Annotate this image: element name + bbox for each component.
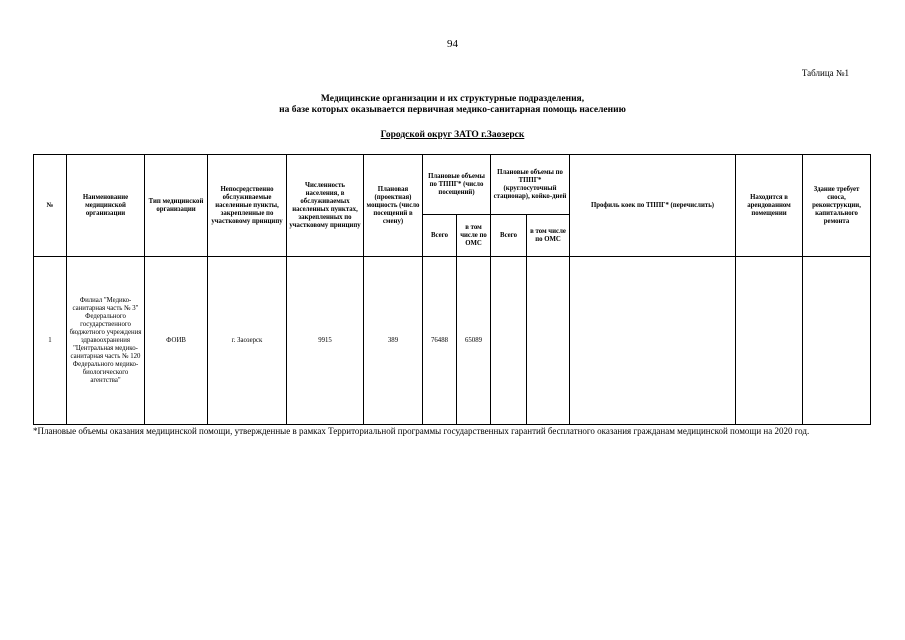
cell-org-type: ФОИВ [145,257,208,425]
cell-visits-total: 76488 [423,257,457,425]
footnote: *Плановые объемы оказания медицинской помощи, утвержденные в рамках Территориальной программы государственных гарантий бесплатного оказания гражданам медицинской помощи на 2020 год. [33,426,810,436]
document-title [0,94,905,116]
title-line-1: Медицинские организации и их структурные подразделения, [320,94,585,104]
header-planned-visits: Плановые объемы по ТППГ* (число посещений) [423,155,491,215]
header-visits-total: Всего [423,215,457,257]
header-planned-beds: Плановые объемы по ТППГ* (круглосуточный стационар), койко-дней [491,155,570,215]
cell-population: 9915 [287,257,364,425]
district-heading: Городской округ ЗАТО г.Заозерск [380,130,525,140]
header-beds-total: Всего [491,215,527,257]
header-repair: Здание требует сноса, реконструкции, капитального ремонта [803,155,871,257]
cell-bed-profile [570,257,736,425]
cell-beds-oms [527,257,570,425]
header-bed-profile: Профиль коек по ТППГ* (перечислить) [570,155,736,257]
cell-repair [803,257,871,425]
header-rented: Находится в арендованном помещении [736,155,803,257]
header-num: № [34,155,67,257]
table-row [34,257,871,425]
header-visits-oms: в том числе по ОМС [457,215,491,257]
table-label: Таблица №1 [801,68,849,78]
cell-beds-total [491,257,527,425]
header-settlements: Непосредственно обслуживаемые населенные пункты, закрепленные по участковому принципу [208,155,287,257]
cell-rented [736,257,803,425]
cell-settlements: г. Заозерск [208,257,287,425]
cell-org-name: Филиал "Медико-санитарная часть № 3" Федерального государственного бюджетного учреждения здравоохранения "Центральная медико-санитарная часть № 120 Федерального медико-биологического агентства" [67,257,145,425]
header-capacity: Плановая (проектная) мощность (число посещений в смену) [364,155,423,257]
cell-capacity: 389 [364,257,423,425]
header-beds-oms: в том числе по ОМС [527,215,570,257]
cell-visits-oms: 65089 [457,257,491,425]
title-line-2: на базе которых оказывается первичная медико-санитарная помощь населению [279,105,626,115]
page-number: 94 [447,38,458,50]
cell-num: 1 [34,257,67,425]
medical-organizations-table [33,154,871,425]
header-org-name: Наименование медицинской организации [67,155,145,257]
header-population: Численность населения, в обслуживаемых населенных пунктах, закрепленных по участковому принципу [287,155,364,257]
header-org-type: Тип медицинской организации [145,155,208,257]
